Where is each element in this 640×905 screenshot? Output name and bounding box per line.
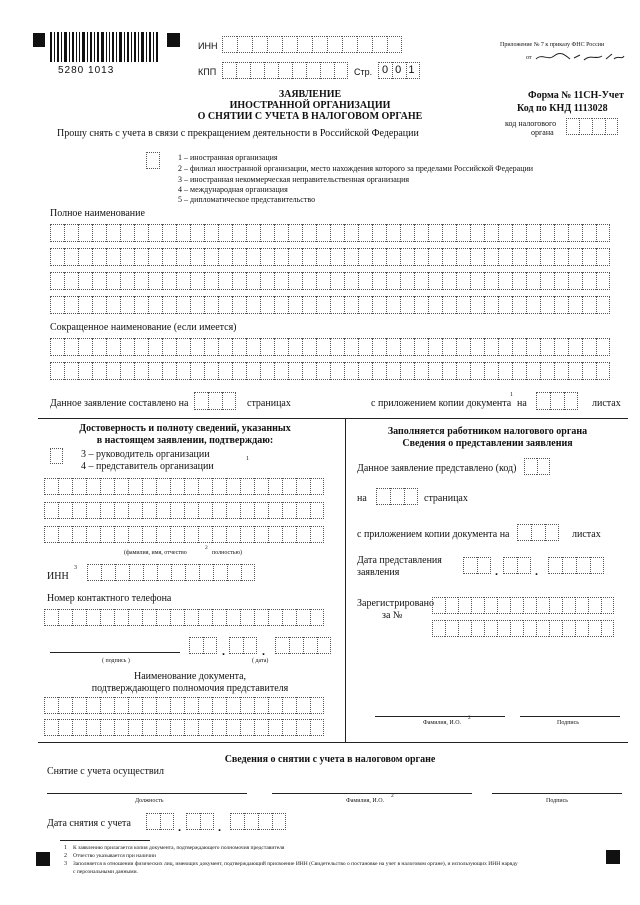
footnote-3-cont: с персональными данными. bbox=[73, 869, 138, 875]
fio-row-2[interactable] bbox=[44, 502, 324, 519]
pages-sheets: листах bbox=[592, 398, 621, 409]
org-type-3: 3 – иностранная некоммерческая неправительственная организация bbox=[178, 175, 410, 184]
removal-position-caption: Должность bbox=[135, 798, 164, 804]
removal-sign-caption: Подпись bbox=[546, 798, 569, 804]
org-type-1: 1 – иностранная организация bbox=[178, 153, 278, 162]
right-presented-code-cells[interactable] bbox=[524, 458, 550, 475]
right-date-day[interactable] bbox=[463, 557, 491, 574]
signer-option-4-sup: 1 bbox=[246, 456, 249, 462]
right-reg-cells-1[interactable] bbox=[432, 597, 614, 614]
org-type-5: 5 – дипломатическое представительство bbox=[178, 195, 316, 204]
fio-row-3[interactable] bbox=[44, 526, 324, 543]
right-reg-cells-2[interactable] bbox=[432, 620, 614, 637]
removal-performed: Снятие с учета осуществил bbox=[47, 766, 164, 777]
right-pages-cells[interactable] bbox=[376, 488, 418, 505]
org-type-2: 2 – филиал иностранной организации, место нахождения которого за пределами Российской Федерации bbox=[178, 164, 534, 173]
knd-code: Код по КНД 1113028 bbox=[517, 103, 608, 114]
doc-row-2[interactable] bbox=[44, 719, 324, 736]
left-date-month[interactable] bbox=[229, 637, 257, 654]
signer-option-4: 4 – представитель организации bbox=[81, 461, 214, 472]
footnote-divider bbox=[60, 840, 150, 841]
footnote-3: Заполняется в отношении физических лиц, имеющих документ, подтверждающий присвоение ИНН (Свидетельство о постановке на учет в налоговом органе), и использующих ИНН наряду bbox=[73, 861, 518, 867]
right-reg-2: за № bbox=[382, 610, 403, 621]
tax-code-cells[interactable] bbox=[566, 118, 618, 135]
short-name-label: Сокращенное наименование (если имеется) bbox=[50, 322, 237, 333]
short-name-row-2[interactable] bbox=[50, 362, 610, 380]
removal-position-line bbox=[47, 793, 247, 794]
footnote-1: К заявлению прилагается копия документа, подтверждающего полномочия представителя bbox=[73, 845, 285, 851]
footnote-1-marker: 1 bbox=[64, 845, 67, 851]
right-sign-caption: Подпись bbox=[557, 720, 580, 726]
corner-marker-bottom-left bbox=[36, 852, 50, 866]
removal-fio-sup: 2 bbox=[391, 793, 394, 799]
full-name-row-1[interactable] bbox=[50, 224, 610, 242]
fio-caption: (фамилия, имя, отчество bbox=[124, 550, 187, 556]
removal-date-day[interactable] bbox=[146, 813, 174, 830]
pages-attach-sup: 1 bbox=[510, 392, 513, 398]
org-type-4: 4 – международная организация bbox=[178, 185, 288, 194]
left-signature-line bbox=[50, 652, 180, 653]
fio-caption-sup: 2 bbox=[205, 545, 208, 551]
footnote-2-marker: 2 bbox=[64, 853, 67, 859]
inn-cells[interactable] bbox=[222, 36, 402, 53]
right-fio-caption: Фамилия, И.О. bbox=[423, 720, 462, 726]
fio-caption-2: полностью) bbox=[212, 550, 242, 556]
pages-count-cells[interactable] bbox=[194, 392, 236, 410]
left-heading-2: в настоящем заявлении, подтверждаю: bbox=[96, 435, 274, 446]
phone-cells[interactable] bbox=[44, 609, 324, 626]
right-on: на bbox=[357, 493, 367, 504]
right-date-2: заявления bbox=[357, 567, 400, 578]
full-name-row-2[interactable] bbox=[50, 248, 610, 266]
left-date-day[interactable] bbox=[189, 637, 217, 654]
left-inn-cells[interactable] bbox=[87, 564, 255, 581]
removal-date-dot-2: . bbox=[218, 820, 221, 834]
full-name-row-4[interactable] bbox=[50, 296, 610, 314]
removal-date-label: Дата снятия с учета bbox=[47, 818, 131, 829]
request-text: Прошу снять с учета в связи с прекращением деятельности в Российской Федерации bbox=[57, 128, 419, 139]
tax-code-label-2: органа bbox=[531, 128, 554, 137]
form-number: Форма № 11СН-Учет bbox=[528, 90, 624, 101]
short-name-row-1[interactable] bbox=[50, 338, 610, 356]
divider-vertical bbox=[345, 418, 346, 742]
removal-date-month[interactable] bbox=[186, 813, 214, 830]
doc-label-1: Наименование документа, bbox=[133, 671, 247, 682]
attachment-date: от bbox=[526, 55, 532, 61]
right-heading-2: Сведения о представлении заявления bbox=[402, 438, 573, 449]
pages-attach: с приложением копии документа bbox=[371, 398, 512, 409]
left-date-caption: ( дата) bbox=[252, 658, 269, 664]
right-date-dot-2: . bbox=[535, 564, 538, 578]
divider-top bbox=[38, 418, 628, 419]
right-sheets: листах bbox=[572, 529, 601, 540]
barcode bbox=[50, 32, 158, 62]
full-name-label: Полное наименование bbox=[50, 208, 145, 219]
right-fio-line bbox=[375, 716, 505, 717]
right-attach-cells[interactable] bbox=[517, 524, 559, 541]
corner-marker-top-left bbox=[33, 33, 45, 47]
signer-type-cell[interactable] bbox=[50, 448, 63, 464]
right-heading-1: Заполняется работником налогового органа bbox=[387, 426, 588, 437]
title-line-3: О СНЯТИИ С УЧЕТА В НАЛОГОВОМ ОРГАНЕ bbox=[197, 111, 423, 122]
signer-option-3: 3 – руководитель организации bbox=[81, 449, 210, 460]
left-heading-1: Достоверность и полноту сведений, указанных bbox=[79, 423, 291, 434]
removal-date-dot-1: . bbox=[178, 820, 181, 834]
footnote-3-marker: 3 bbox=[64, 861, 67, 867]
inn-label: ИНН bbox=[198, 41, 218, 51]
right-date-month[interactable] bbox=[503, 557, 531, 574]
right-attach: с приложением копии документа на bbox=[357, 529, 510, 540]
barcode-number: 5280 1013 bbox=[58, 65, 115, 76]
left-date-year[interactable] bbox=[275, 637, 331, 654]
doc-label-2: подтверждающего полномочия представителя bbox=[91, 683, 289, 694]
full-name-row-3[interactable] bbox=[50, 272, 610, 290]
footnote-2: Отчество указывается при наличии bbox=[73, 853, 156, 859]
left-date-dot-1: . bbox=[222, 644, 225, 658]
divider-bottom bbox=[38, 742, 628, 743]
page-label: Стр. bbox=[354, 67, 373, 77]
org-type-cell[interactable] bbox=[146, 152, 160, 169]
removal-sign-line bbox=[492, 793, 622, 794]
removal-fio-caption: Фамилия, И.О. bbox=[346, 798, 385, 804]
kpp-cells[interactable] bbox=[222, 62, 348, 79]
title-line-2: ИНОСТРАННОЙ ОРГАНИЗАЦИИ bbox=[229, 100, 391, 111]
right-fio-sup: 2 bbox=[468, 715, 471, 721]
right-date-1: Дата представления bbox=[357, 555, 442, 566]
tax-code-label-1: код налогового bbox=[505, 119, 557, 128]
left-inn-sup: 3 bbox=[74, 565, 77, 571]
left-sign-caption: ( подпись ) bbox=[102, 658, 130, 664]
page-number: 0 0 1 bbox=[382, 64, 417, 76]
pages-prefix: Данное заявление составлено на bbox=[50, 398, 189, 409]
right-date-dot-1: . bbox=[495, 564, 498, 578]
right-reg-1: Зарегистрировано bbox=[357, 598, 435, 609]
fio-row-1[interactable] bbox=[44, 478, 324, 495]
right-sign-line bbox=[520, 716, 620, 717]
removal-date-year[interactable] bbox=[230, 813, 286, 830]
attachment-note: Приложение № 7 к приказу ФНС России bbox=[500, 42, 605, 48]
doc-row-1[interactable] bbox=[44, 697, 324, 714]
pages-word: страницах bbox=[247, 398, 291, 409]
left-date-dot-2: . bbox=[262, 644, 265, 658]
corner-marker-top-mid bbox=[167, 33, 180, 47]
handwritten-order-number bbox=[534, 50, 626, 64]
phone-label: Номер контактного телефона bbox=[47, 593, 172, 604]
removal-heading: Сведения о снятии с учета в налоговом органе bbox=[224, 754, 436, 765]
title-line-1: ЗАЯВЛЕНИЕ bbox=[278, 89, 342, 100]
right-presented: Данное заявление представлено (код) bbox=[357, 463, 517, 474]
left-inn-label: ИНН bbox=[47, 571, 69, 582]
corner-marker-bottom-right bbox=[606, 850, 620, 864]
kpp-label: КПП bbox=[198, 67, 217, 77]
removal-fio-line bbox=[272, 793, 472, 794]
right-date-year[interactable] bbox=[548, 557, 604, 574]
pages-on: на bbox=[517, 398, 527, 409]
attach-sheets-cells[interactable] bbox=[536, 392, 578, 410]
right-pages: страницах bbox=[424, 493, 468, 504]
